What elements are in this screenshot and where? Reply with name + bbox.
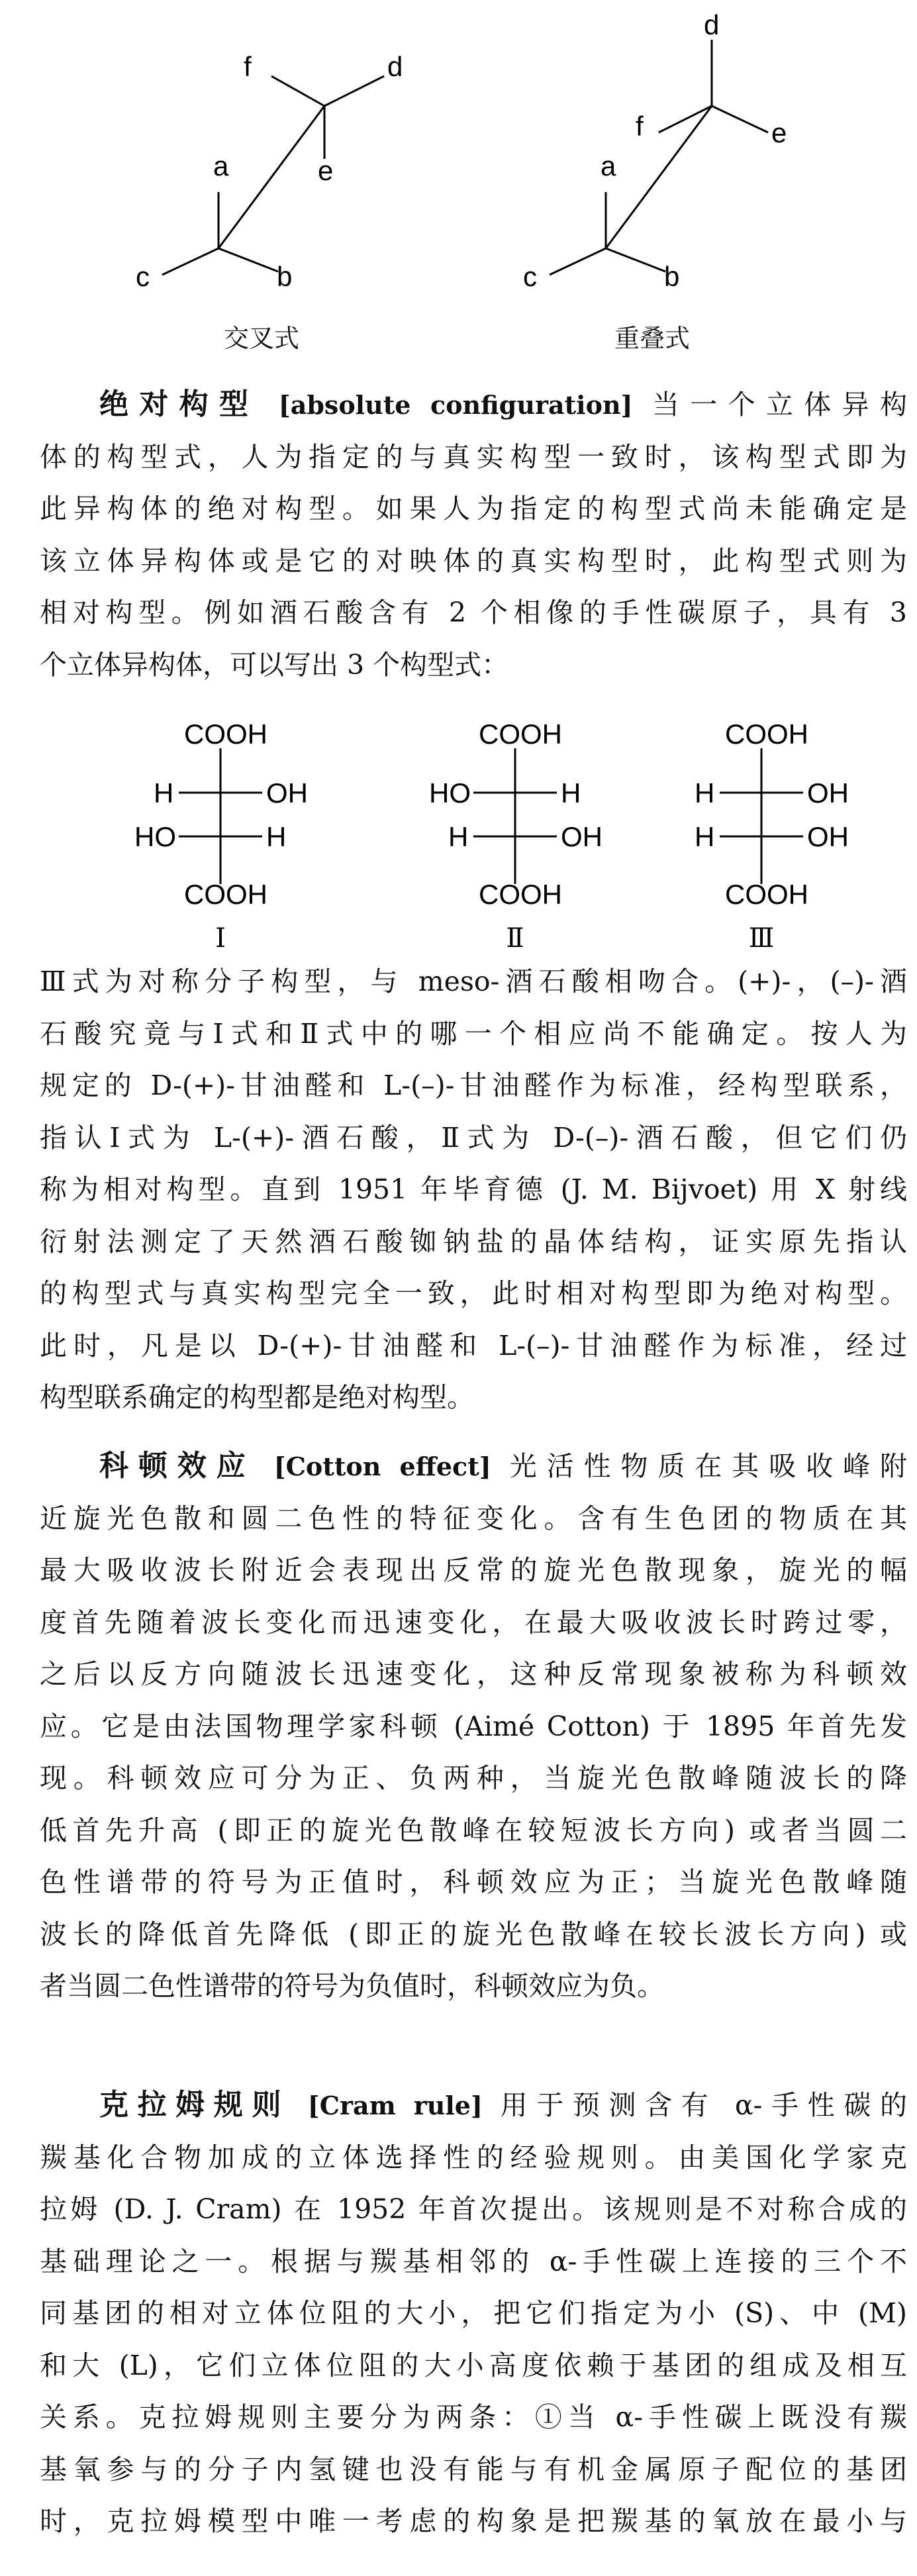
term-cotton-zh: 科顿效应 <box>99 1449 256 1483</box>
fischer-1-top: COOH <box>184 718 267 750</box>
eclipsed-label-e: e <box>771 117 787 148</box>
tartaric-acid-figure <box>0 718 917 957</box>
term-cram-zh: 克拉姆规则 <box>99 2088 291 2122</box>
text-line: 构型联系确定的构型都是绝对构型。 <box>40 1381 474 1413</box>
fischer-1-r2-left: HO <box>134 821 176 852</box>
text-line: 关系。克拉姆规则主要分为两条：①当 α-手性碳上既没有羰 <box>40 2401 907 2433</box>
text-line: 色性谱带的符号为正值时，科顿效应为正；当旋光色散峰随 <box>40 1866 907 1898</box>
fischer-1-bottom: COOH <box>184 879 267 910</box>
text-line: 相对构型。例如酒石酸含有 2 个相像的手性碳原子，具有 3 <box>40 597 907 628</box>
text-line: 最大吸收波长附近会表现出反常的旋光色散现象，旋光的幅 <box>40 1554 907 1586</box>
fischer-2-r1-left: HO <box>429 777 471 809</box>
staggered-label-d: d <box>387 51 403 82</box>
fischer-1-r1-right: OH <box>266 777 308 809</box>
text-line: 之后以反方向随波长迅速变化，这种反常现象被称为科顿效 <box>40 1658 907 1690</box>
fischer-2-numeral: Ⅱ <box>506 923 524 954</box>
text-line: 时，克拉姆模型中唯一考虑的构象是把羰基的氧放在最小与 <box>40 2505 907 2537</box>
fischer-3-r1-right: OH <box>807 777 849 809</box>
text-line: 该立体异构体或是它的对映体的真实构型时，此构型式则为 <box>40 544 907 577</box>
fischer-3-r2-left: H <box>695 821 715 852</box>
text-line: 个立体异构体，可以写出 3 个构型式： <box>40 648 509 681</box>
staggered-label-c: c <box>136 261 150 292</box>
section-cram-rule <box>40 2079 907 2548</box>
fischer-2-r2-left: H <box>448 821 469 852</box>
section-absolute-configuration <box>40 379 907 691</box>
text-line: 用于预测含有 α-手性碳的 <box>500 2089 907 2121</box>
staggered-label-f: f <box>244 51 252 82</box>
text-line: 近旋光色散和圆二色性的特征变化。含有生色团的物质在其 <box>40 1502 907 1534</box>
text-line: 当一个立体异构 <box>652 389 907 421</box>
text-line: 拉姆 (D. J. Cram) 在 1952 年首次提出。该规则是不对称合成的 <box>40 2193 907 2225</box>
staggered-label-b: b <box>277 261 293 292</box>
staggered-caption: 交叉式 <box>223 324 299 353</box>
text-line: 和大 (L)，它们立体位阻的大小高度依赖于基团的组成及相互 <box>40 2349 907 2381</box>
text-line: 光活性物质在其吸收峰附 <box>509 1450 908 1482</box>
text-line: 度首先随着波长变化而迅速变化，在最大吸收波长时跨过零， <box>40 1606 907 1638</box>
text-line: 此时，凡是以 D-(+)-甘油醛和 L-(–)-甘油醛作为标准，经过 <box>40 1329 907 1362</box>
fischer-1-r1-left: H <box>154 777 174 809</box>
term-absolute-zh: 绝对构型 <box>99 387 260 421</box>
fischer-2-r2-right: OH <box>561 821 603 852</box>
text-line: 指认Ⅰ式为 L-(+)-酒石酸，Ⅱ式为 D-(–)-酒石酸，但它们仍 <box>40 1121 907 1154</box>
fischer-1-numeral: Ⅰ <box>215 923 226 954</box>
text-line: 波长的降低首先降低 (即正的旋光色散峰在较长波长方向) 或 <box>40 1918 907 1950</box>
fischer-3-r1-left: H <box>695 777 715 809</box>
text-line: 体的构型式，人为指定的与真实构型一致时，该构型式即为 <box>40 440 907 473</box>
fischer-2-bottom: COOH <box>479 879 562 910</box>
text-line: 的构型式与真实构型完全一致，此时相对构型即为绝对构型。 <box>40 1277 907 1309</box>
fischer-3-r2-right: OH <box>807 821 849 852</box>
text-line: 低首先升高 (即正的旋光色散峰在较短波长方向) 或者当圆二 <box>40 1814 907 1846</box>
eclipsed-label-f: f <box>636 111 644 142</box>
text-line: 此异构体的绝对构型。如果人为指定的构型式尚未能确定是 <box>40 493 907 524</box>
text-line: 基氧参与的分子内氢键也没有能与有机金属原子配位的基团 <box>40 2453 907 2485</box>
eclipsed-label-b: b <box>664 261 680 292</box>
fischer-3-bottom: COOH <box>725 879 808 910</box>
eclipsed-label-d: d <box>704 9 720 40</box>
section-cotton-effect <box>40 1440 907 2012</box>
text-line: 石酸究竟与Ⅰ式和Ⅱ式中的哪一个相应尚不能确定。按人为 <box>40 1017 907 1050</box>
text-line: 规定的 D-(+)-甘油醛和 L-(–)-甘油醛作为标准，经构型联系， <box>40 1069 907 1101</box>
term-cotton-en: [Cotton effect] <box>273 1452 491 1481</box>
text-line: 应。它是由法国物理学家科顿 (Aimé Cotton) 于 1895 年首先发 <box>40 1710 907 1742</box>
text-line: 同基团的相对立体位阻的大小，把它们指定为小 (S)、中 (M) <box>40 2297 907 2329</box>
staggered-label-a: a <box>213 150 229 181</box>
eclipsed-caption: 重叠式 <box>614 324 690 353</box>
term-cram-en: [Cram rule] <box>307 2091 483 2120</box>
text-line: 称为相对构型。直到 1951 年毕育德 (J. M. Bijvoet) 用 X 射线 <box>40 1173 907 1205</box>
eclipsed-label-a: a <box>601 150 616 181</box>
fischer-2-top: COOH <box>479 718 562 750</box>
text-line: Ⅲ式为对称分子构型，与 meso-酒石酸相吻合。(+)-，(–)-酒 <box>40 966 907 997</box>
staggered-label-e: e <box>318 155 334 186</box>
text-line: 现。科顿效应可分为正、负两种，当旋光色散峰随波长的降 <box>40 1762 907 1794</box>
section-absolute-configuration-continued <box>40 956 907 1424</box>
term-absolute-en: [absolute configuration] <box>278 390 633 420</box>
conformation-figure <box>0 0 917 371</box>
fischer-3-numeral: Ⅲ <box>748 923 775 954</box>
fischer-1-r2-right: H <box>266 821 287 852</box>
text-line: 羰基化合物加成的立体选择性的经验规则。由美国化学家克 <box>40 2141 907 2173</box>
eclipsed-label-c: c <box>523 261 537 292</box>
text-line: 基础理论之一。根据与羰基相邻的 α-手性碳上连接的三个不 <box>40 2245 907 2277</box>
fischer-2-r1-right: H <box>561 777 581 809</box>
fischer-3-top: COOH <box>725 718 808 750</box>
text-line: 者当圆二色性谱带的符号为负值时，科顿效应为负。 <box>40 1970 664 2002</box>
text-line: 衍射法测定了天然酒石酸铷钠盐的晶体结构，证实原先指认 <box>40 1225 907 1258</box>
